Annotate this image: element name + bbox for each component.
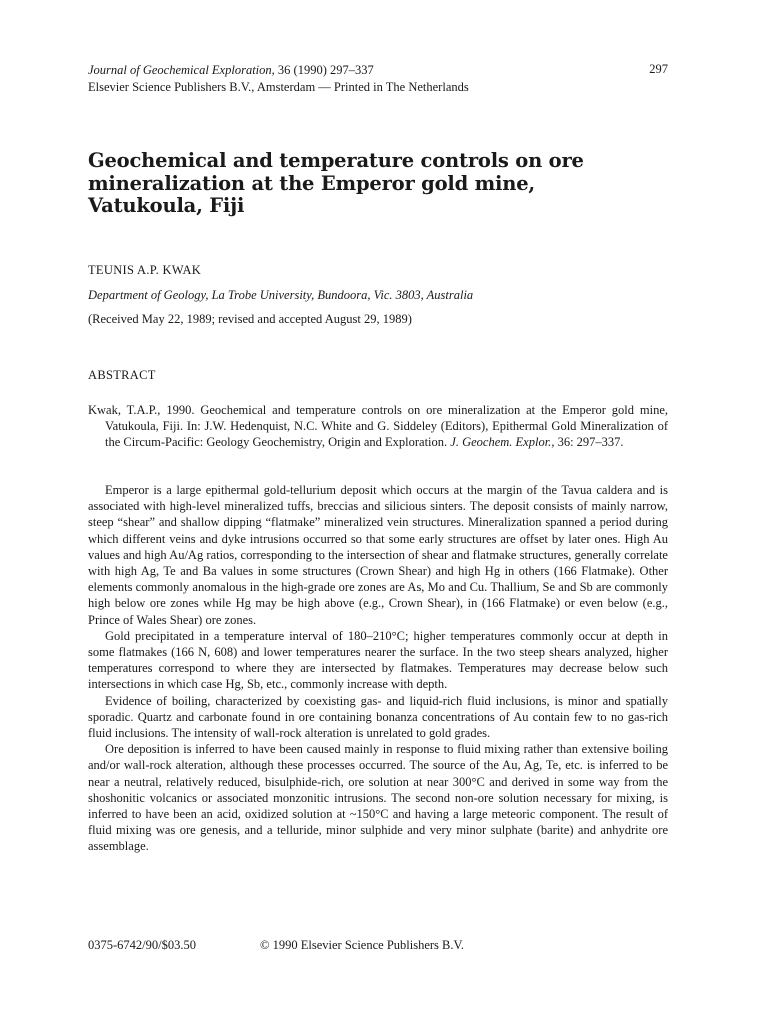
author-name: TEUNIS A.P. KWAK xyxy=(88,263,202,277)
abstract-paragraph: Ore deposition is inferred to have been caused mainly in response to fluid mixing rather than extensive boiling and/or wall-rock alteration, although these processes occurred. The source of the Au, Ag, Te, etc. is inferred to be near a neutral, relatively reduced, bisulphide-rich, ore solution at near 300°C and derived in some way from the shoshonitic volcanics or associated monzonitic intrusions. The second non-ore solution necessary for mixing, is inferred to have been an acid, oxidized solution at ~150°C and having a large meteoric component. The result of fluid mixing was ore genesis, and a telluride, minor sulphide and very minor sulphate (barite) and anhydrite ore assemblage. xyxy=(88,742,668,854)
journal-name: Journal of Geochemical Exploration, xyxy=(88,63,275,77)
issn-price-code: 0375-6742/90/$03.50 xyxy=(88,938,196,952)
author-affiliation: Department of Geology, La Trobe University, Bundoora, Vic. 3803, Australia xyxy=(88,288,474,302)
abstract-paragraph: Gold precipitated in a temperature interval of 180–210°C; higher temperatures commonly occur at depth in some flatmakes (166 N, 608) and lower temperatures nearer the surface. In the two steep shears analyzed, higher temperatures correspond to where they are intersected by flatmakes. Temperatures may decrease below such intersections in which case Hg, Sb, etc., commonly increase with depth. xyxy=(88,628,668,692)
article-title: Geochemical and temperature controls on ore mineralization at the Emperor gold mine, Vatukoula, Fiji xyxy=(88,149,584,217)
citation-journal: J. Geochem. Explor. xyxy=(450,435,552,450)
abstract-citation xyxy=(88,402,668,451)
received-dates: (Received May 22, 1989; revised and accepted August 29, 1989) xyxy=(88,312,412,326)
journal-volume-pages: 36 (1990) 297–337 xyxy=(274,63,374,77)
abstract-heading: ABSTRACT xyxy=(88,368,156,382)
abstract-paragraph: Evidence of boiling, characterized by coexisting gas- and liquid-rich fluid inclusions, is minor and spatially sporadic. Quartz and carbonate found in ore containing bonanza concentrations of Au contain few to no gas-rich fluid inclusions. The intensity of wall-rock alteration is unrelated to gold grades. xyxy=(88,693,668,741)
abstract-body xyxy=(88,482,668,855)
citation-tail: , 36: 297–337. xyxy=(551,435,624,450)
journal-citation-line xyxy=(88,62,668,78)
page-number: 297 xyxy=(649,62,668,76)
abstract-paragraph: Emperor is a large epithermal gold-tellurium deposit which occurs at the margin of the Tavua caldera and is associated with high-level mineralized tuffs, breccias and silicious sinters. The deposit consists of mainly narrow, steep “shear” and shallow dipping “flatmake” mineralized vein structures. Mineralization spanned a period during which different veins and dyke intrusions occurred so that some early structures are offset by later ones. High Au values and high Au/Ag ratios, corresponding to the intersection of shear and flatmake structures, generally correlate with high Ag, Te and Ba values in some structures (Crown Shear) and high Hg in others (166 Flatmake). Other elements commonly anomalous in the high-grade ore zones are As, Mo and Cu. Thallium, Se and Sb are commonly high below ore zones while Hg may be high above (e.g., Crown Shear), in (166 Flatmake) or even below (e.g., Prince of Wales Shear) ore zones. xyxy=(88,483,668,627)
citation-lead: Kwak, T.A.P., 1990. Geochemical and temperature controls on ore mineralization at the Emperor gold mine, Vatukoula, Fiji. In: J.W. Hedenquist, N.C. White and G. Siddeley (Editors), Epithermal Gold Mineralization of the Circum-Pacific: Geology Geochemistry, Origin and Exploration. xyxy=(88,403,668,450)
copyright-notice: © 1990 Elsevier Science Publishers B.V. xyxy=(260,938,465,952)
publisher-line: Elsevier Science Publishers B.V., Amsterdam — Printed in The Netherlands xyxy=(88,80,469,94)
